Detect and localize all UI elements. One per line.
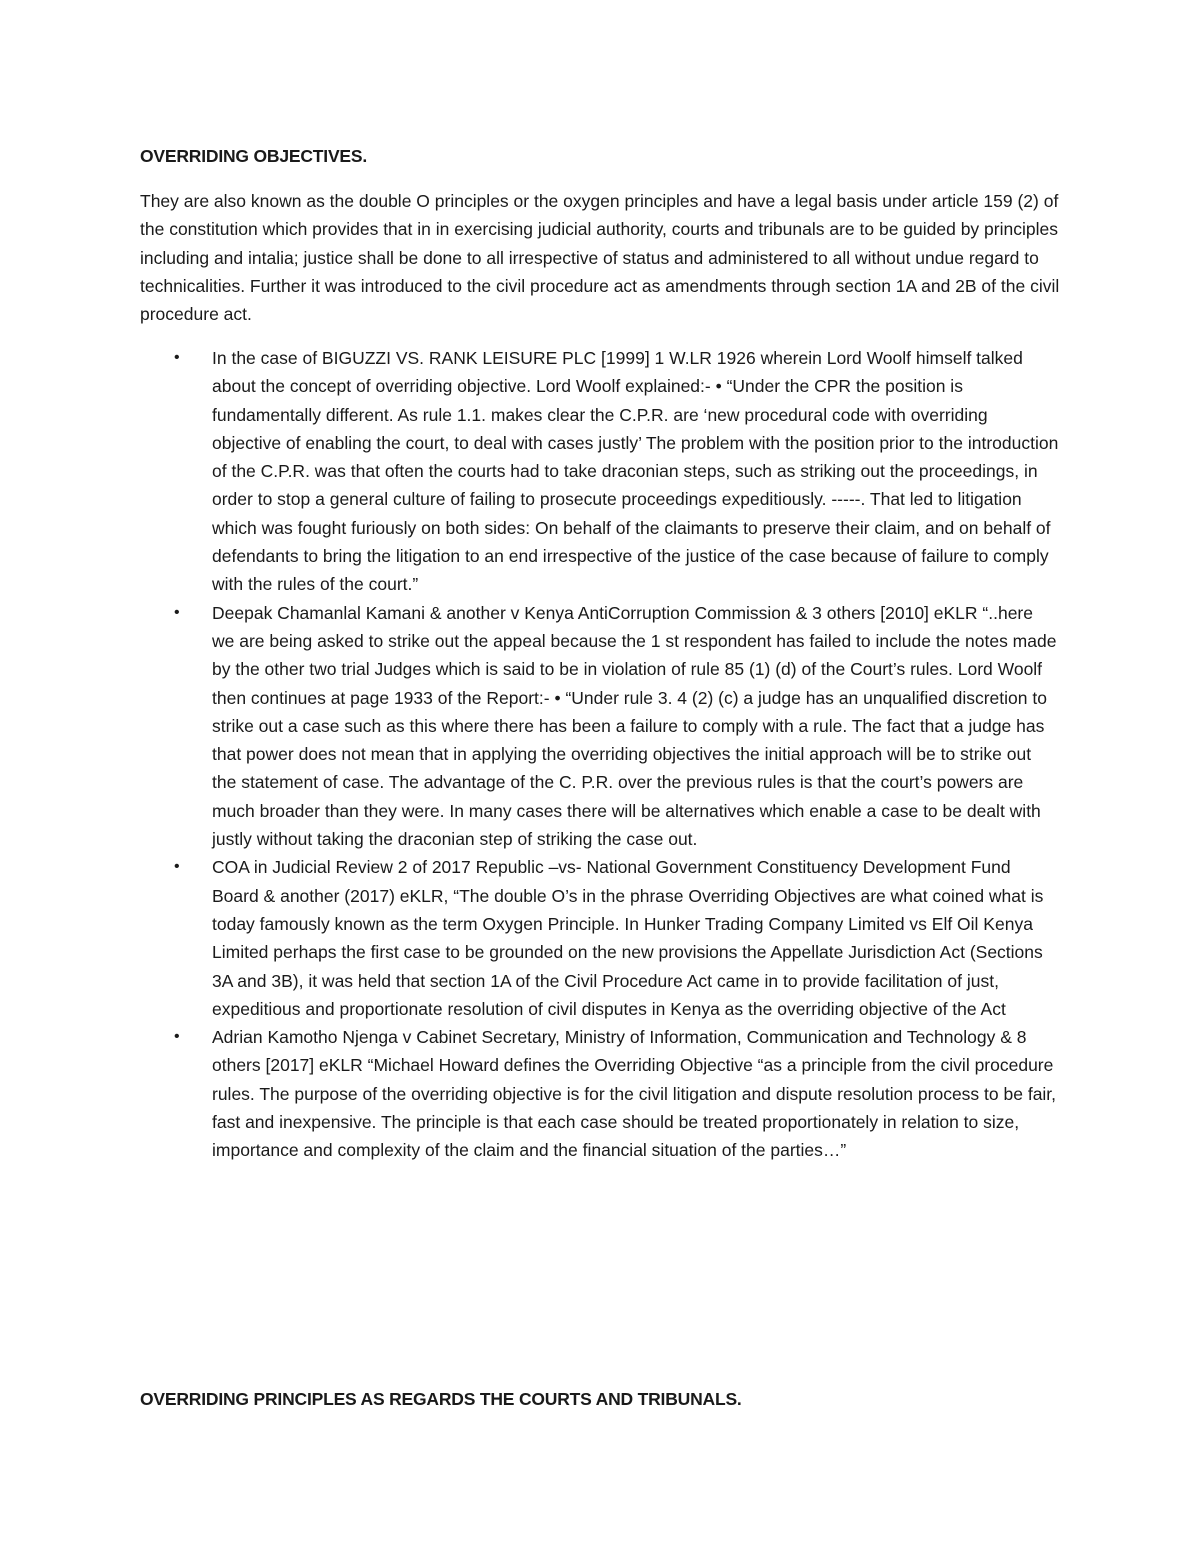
section-heading-overriding-principles: OVERRIDING PRINCIPLES AS REGARDS THE COURTS AND TRIBUNALS. — [140, 1389, 742, 1409]
bullet-icon: • — [174, 603, 180, 621]
case-text: COA in Judicial Review 2 of 2017 Republic –vs- National Government Constituency Development Fund Board & another (2017) eKLR, “The double O’s in the phrase Overriding Objectives are what coined what is today famously known as the term Oxygen Principle. In Hunker Trading Company Limited vs Elf Oil Kenya Limited perhaps the first case to be grounded on the new provisions the Appellate Jurisdiction Act (Sections 3A and 3B), it was held that section 1A of the Civil Procedure Act came in to provide facilitation of just, expeditious and proportionate resolution of civil disputes in Kenya as the overriding objective of the Act — [212, 857, 1044, 1019]
bullet-icon: • — [174, 858, 180, 876]
case-list-item — [140, 344, 1060, 599]
section-heading-overriding-objectives: OVERRIDING OBJECTIVES. — [140, 146, 368, 166]
case-text: In the case of BIGUZZI VS. RANK LEISURE PLC [1999] 1 W.LR 1926 wherein Lord Woolf himself talked about the concept of overriding objective. Lord Woolf explained:- • “Under the CPR the position is fundamentally different. As rule 1.1. makes clear the C.P.R. are ‘new procedural code with overriding objective of enabling the court, to deal with cases justly’ The problem with the position prior to the introduction of the C.P.R. was that often the courts had to take draconian steps, such as striking out the proceedings, in order to stop a general culture of failing to prosecute proceedings expeditiously. -----. That led to litigation which was fought furiously on both sides: On behalf of the claimants to preserve their claim, and on behalf of defendants to bring the litigation to an end irrespective of the justice of the case because of failure to comply with the rules of the court.” — [212, 348, 1059, 595]
case-list-item — [140, 599, 1060, 854]
bullet-icon: • — [174, 1028, 180, 1046]
case-text: Adrian Kamotho Njenga v Cabinet Secretary, Ministry of Information, Communication and Technology & 8 others [2017] eKLR “Michael Howard defines the Overriding Objective “as a principle from the civil procedure rules. The purpose of the overriding objective is for the civil litigation and dispute resolution process to be fair, fast and inexpensive. The principle is that each case should be treated proportionately in relation to size, importance and complexity of the claim and the financial situation of the parties…” — [212, 1027, 1057, 1161]
case-list — [140, 344, 1060, 1165]
intro-paragraph: They are also known as the double O principles or the oxygen principles and have a legal basis under article 159 (2) of the constitution which provides that in in exercising judicial authority, courts and tribunals are to be guided by principles including and intalia; justice shall be done to all irrespective of status and administered to all without undue regard to technicalities. Further it was introduced to the civil procedure act as amendments through section 1A and 2B of the civil procedure act. — [140, 191, 1060, 325]
case-text: Deepak Chamanlal Kamani & another v Kenya AntiCorruption Commission & 3 others [2010] eKLR “..here we are being asked to strike out the appeal because the 1 st respondent has failed to include the notes made by the other two trial Judges which is said to be in violation of rule 85 (1) (d) of the Court’s rules. Lord Woolf then continues at page 1933 of the Report:- • “Under rule 3. 4 (2) (c) a judge has an unqualified discretion to strike out a case such as this where there has been a failure to comply with a rule. The fact that a judge has that power does not mean that in applying the overriding objectives the initial approach will be to strike out the statement of case. The advantage of the C. P.R. over the previous rules is that the court’s powers are much broader than they were. In many cases there will be alternatives which enable a case to be dealt with justly without taking the draconian step of striking the case out. — [212, 602, 1057, 850]
bullet-icon: • — [174, 349, 180, 366]
case-list-item — [140, 1023, 1060, 1164]
case-list-item — [140, 853, 1060, 1023]
